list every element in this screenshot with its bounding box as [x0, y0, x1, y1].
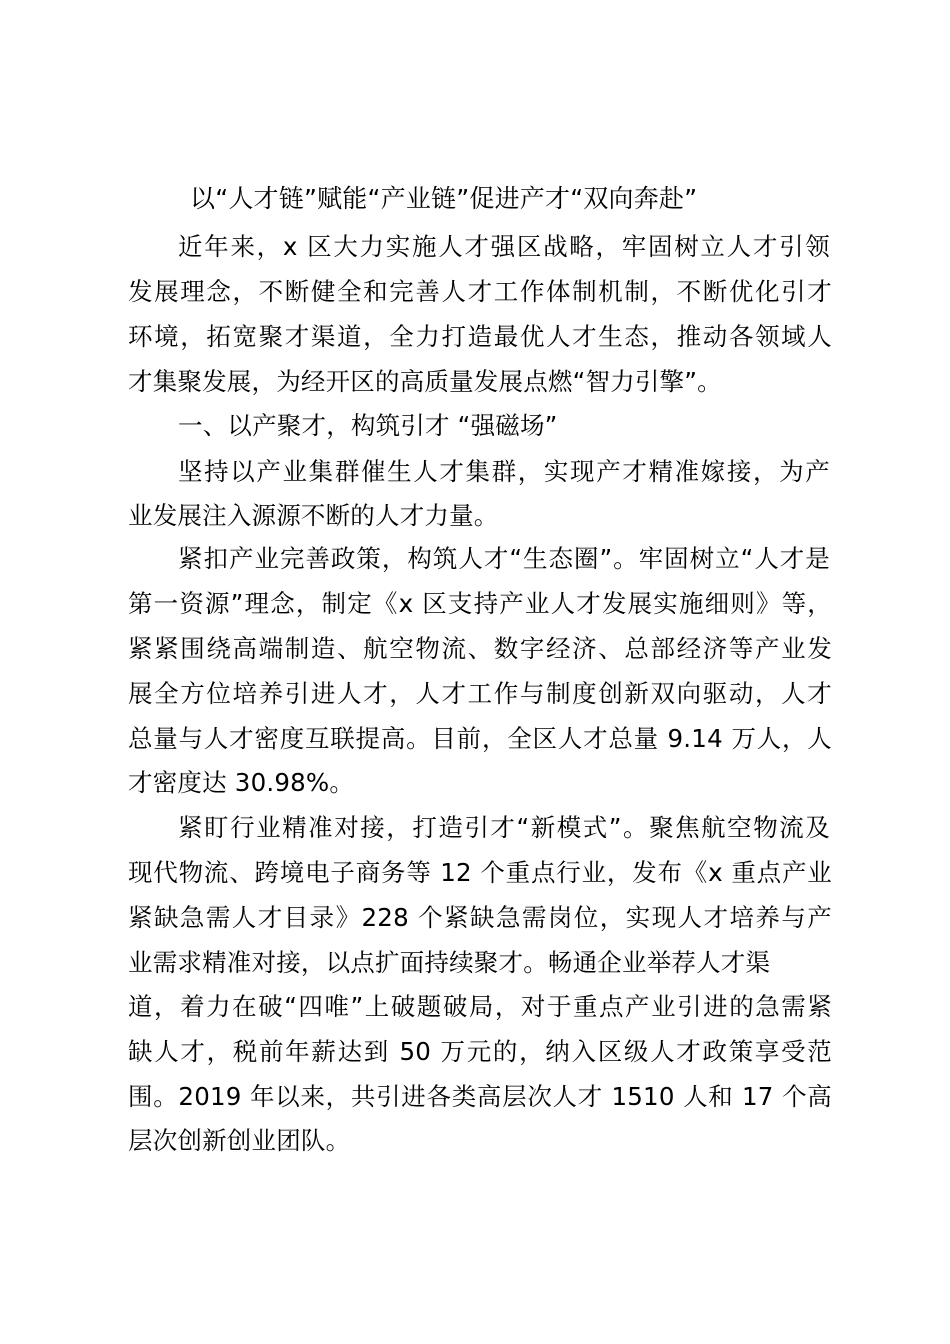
paragraph-line: 环境，拓宽聚才渠道，全力打造最优人才生态，推动各领域人 — [128, 322, 832, 351]
paragraph-line: 紧缺急需人才目录》228 个紧缺急需岗位，实现人才培养与产 — [128, 903, 832, 932]
paragraph-line: 围。2019 年以来，共引进各类高层次人才 1510 人和 17 个高 — [128, 1082, 832, 1111]
paragraph-line: 第一资源”理念，制定《x 区支持产业人才发展实施细则》等， — [128, 589, 832, 618]
paragraph-line: 业需求精准对接，以点扩面持续聚才。畅通企业举荐人才渠 — [128, 948, 771, 977]
section-heading: 一、以产聚才，构筑引才 “强磁场” — [178, 411, 558, 440]
paragraph-line: 才密度达 30.98%。 — [128, 768, 355, 797]
paragraph-line: 近年来，x 区大力实施人才强区战略，牢固树立人才引领 — [178, 232, 830, 261]
paragraph-line: 紧盯行业精准对接，打造引才“新模式”。聚焦航空物流及 — [178, 813, 830, 842]
paragraph-line: 紧扣产业完善政策，构筑人才“生态圈”。牢固树立“人才是 — [178, 544, 830, 573]
paragraph-line: 层次创新创业团队。 — [128, 1126, 351, 1155]
paragraph-line: 展全方位培养引进人才，人才工作与制度创新双向驱动，人才 — [128, 679, 832, 708]
document-title: 以“人才链”赋能“产业链”促进产才“双向奔赴” — [190, 184, 698, 213]
paragraph-line: 发展理念，不断健全和完善人才工作体制机制，不断优化引才 — [128, 277, 832, 306]
paragraph-line: 缺人才，税前年薪达到 50 万元的，纳入区级人才政策享受范 — [128, 1037, 832, 1066]
paragraph-line: 紧紧围绕高端制造、航空物流、数字经济、总部经济等产业发 — [128, 634, 832, 663]
paragraph-line: 坚持以产业集群催生人才集群，实现产才精准嫁接，为产 — [178, 457, 830, 486]
paragraph-line: 业发展注入源源不断的人才力量。 — [128, 501, 499, 530]
paragraph-line: 现代物流、跨境电子商务等 12 个重点行业，发布《x 重点产业 — [128, 858, 832, 887]
paragraph-line: 总量与人才密度互联提高。目前，全区人才总量 9.14 万人，人 — [128, 724, 832, 753]
paragraph-line: 才集聚发展，为经开区的高质量发展点燃“智力引擎”。 — [128, 367, 722, 396]
paragraph-line: 道，着力在破“四唯”上破题破局，对于重点产业引进的急需紧 — [128, 992, 832, 1021]
